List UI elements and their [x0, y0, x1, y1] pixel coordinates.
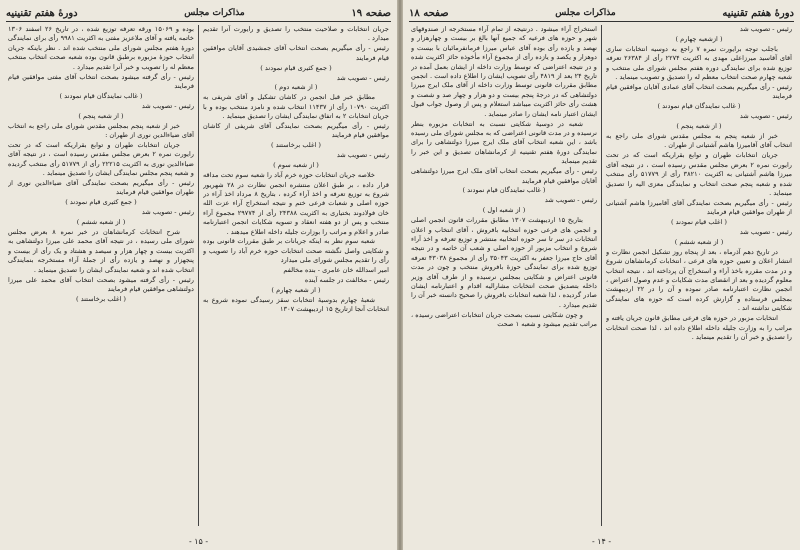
section-label: ( از شعبه ششم ): [76, 218, 126, 227]
paragraph: بتاریخ ۱۵ اردیبهشت ۱۳۰۷ مطابق مقررات قانون انجمن اصلی و انجمن های فرعی حوزه انتخابیه بافروش ، آقای انتخاب و اعلان انتخابات در سر تا سر حوزه انتخابیه منتشر و توزیع تعرفه و اخذ آراء شروع و انتخاب مزبور از حوزه اصلی و شعب آن خاتمه و در نتیجه آقای حاج میرزا جعفر به اکثریت ۳۵۰۴۳ رأی از مجموع ۴۳۰۳۸ تعرفه توزیع شده برای نمایندگی حوزهٔ بافروش منتخب و چون در مدت قانونی اعتراض و شکایتی بمجلس نرسیده و از طرف آقای وزیر داخله بتصدیق صحت انتخابات مشارالیه اقدام و اعتبارنامه ایشان صادر گردیده ، لذا شعبه انتخابات بافروش را صحیح دانسته خبر آن را تقدیم میدارد .: [411, 216, 597, 309]
paragraph: امیر اسدالله خان عامری - بنده مخالفم: [283, 266, 389, 275]
page-left: [0, 0, 397, 550]
text-column-left: [8, 25, 194, 530]
paragraph: شعبه در دوسیهٔ شکایتی نسبت به انتخابات مزبوره بنظر نرسیده و در مدت قانونی اعتراضی که به مجلس شورای ملی رسیده باشد ، این شعبه انتخاب آقای ملک ایرج میرزا دولتشاهی را برای نمایندگی دورهٔ هفتم تقنینیه از کرمانشاهان تصدیق و این خبر را تقدیم مینماید: [411, 119, 597, 166]
paragraph: جریان انتخابات طهران و توابع بقراریکه است که در تحت رایورت نمره ۲ بعرض مجلس مقدس رسیده است ، در نتیجه آقای میرزا هاشم آشتیانی به اکثریت ۳۸۲۱۰ رأی از ۵۱۷۷۹ رأی منتخب شده و شعبه پنجم صحت انتخاب و نمایندگی معزی الیه را تصدیق مینماید .: [606, 151, 792, 197]
paragraph: رئیس - تصویب شد: [141, 208, 194, 217]
paragraph: شعبه سوم نظر به اینکه جریانات بر طبق مقررات قانونی بوده و شکایتی واصل نگشته صحت انتخابات حوزه خرم آباد را تصویب و رأی را تقدیم مجلس شورای ملی میدارد: [203, 237, 389, 265]
paragraph: جریان انتخابات و صلاحیت منتخب را تصدیق و رایورت آنرا تقدیم میدارد .: [203, 25, 389, 43]
paragraph: خبر از شعبه پنجم به مجلس مقدس شورای ملی راجع به انتخاب آقای آقامیرزا هاشم آشتیانی از طهران .: [606, 131, 792, 150]
column-divider: [198, 25, 199, 526]
paragraph: رئیس - رأی میگیریم بصحت انتخاب آقای ملک ایرج میرزا دولتشاهی آقایان موافقین قیام فرمایند: [411, 167, 597, 185]
paragraph: رئیس - تصویب شد: [336, 73, 389, 82]
paragraph: رئیس - رأی میگیریم بصحت انتخاب آقای عمادی آقایان موافقین قیام فرمایند: [606, 82, 792, 101]
paragraph: بوده و ۱۵۰۶۹ ورقه تعرفه توزیع شده ، در تاریخ ۲۶ اسفند ۱۳۰۶ خاتمه یافته و آقای ملاعزیز مفتی به اکثریت ۹۹۸۱ رأی برای نمایندگی دورهٔ هفتم مجلس شورای ملی منتخب شده اند . نظر باینکه جریان انتخاب حوزهٔ مزبوره برطبق قانون بوده شعبه صحت انتخاب منتخب معظم له را تصویب و خبر آنرا تقدیم میدارد .: [8, 25, 194, 71]
paragraph: انتخابات مزبور در حوزه های فرعی مطابق قانون جریان یافته و مراتب را به وزارت جلیله داخله اطلاع داده اند ، لذا صحت انتخابات را تصدیق و خبر آن را تقدیم مینماید .: [606, 314, 792, 341]
section-label: ( ازشعبه چهارم ): [675, 34, 723, 43]
section-label: ( جمع کثیری قیام نمودند ): [260, 63, 332, 72]
section-label: ( از شعبه چهارم ): [271, 285, 321, 294]
paragraph: رئیس - تصویب شد: [739, 228, 792, 237]
paragraph: خبر از شعبه پنجم بمجلس مقدس شورای ملی راجع به انتخاب آقای ضیاءالدین نوری از طهران :: [8, 121, 194, 139]
header-session: دورهٔ هفتم تقنینیه: [6, 7, 78, 19]
section-label: ( از شعبه پنجم ): [78, 111, 124, 120]
paragraph: جریان انتخابات طهران و توابع بقراریکه است که در تحت رایورت نمره ۲ بعرض مجلس مقدس رسیده است ، در نتیجه آقای ضیاءالدین نوری به اکثریت ۲۲۲۱۵ رأی از ۵۱۷۷۹ رأی منتخب گردیده و شعبه پنجم مجلس نمایندگی ایشان را تصدیق مینماید .: [8, 140, 194, 178]
paragraph: استخراج آراء میشود . درنتیجه از تمام آراء مستخرجه از صندوقهای شهر و حوزه های فرعیه که جمیع آنها بالغ بر بیست و چهارهزار و نهصد و یازده رأی بوده آقای عباس میرزا فرمانفرمائیان با بیست و دوهزار و یکصد و یازده رأی از مجموع آراء مأخوذه حائز اکثریت شده و در نتیجه اعتراضی که توسط وزارت داخله از ایشان بعمل آمده در تاریخ ۲۴ بعد از ۴۸۱۹ رأی تصویب ایشان را اطلاع داده است . انجمن مطابق مقررات قانونی توسط وزارت داخله از آقای ملک ایرج میرزا دولتشاهی که در درجهٔ پنجم بیست و دو هزار و چهار صد و شصت و هشت رأی حائز اکثریت میباشد استعلام و پس از وصول جواب قبول ایشان اعتبار نامه ایشان را صادر مینماید .: [411, 25, 597, 118]
header-session: دورهٔ هفتم تقنینیه: [722, 7, 794, 19]
header-rule: [6, 21, 391, 22]
section-label: ( غالب نمایندگان قیام نمودند ): [462, 186, 546, 195]
header-title: مذاکرات مجلس: [555, 8, 616, 18]
header-page-label: صفحه ۱۸: [409, 7, 449, 19]
paragraph: رئیس - تصویب شد: [141, 101, 194, 110]
section-label: ( جمع کثیری قیام نمودند ): [65, 198, 137, 207]
page-right: [403, 0, 800, 550]
section-label: ( اغلب برخاستند ): [76, 294, 126, 303]
paragraph: رئیس - تصویب شد: [336, 151, 389, 160]
page-header: [6, 6, 391, 20]
paragraph: رئیس - مخالفت در جلسه آینده: [304, 276, 389, 285]
section-label: ( از شعبه دوم ): [274, 83, 318, 92]
paragraph: رئیس - رأی میگیریم بصحت انتخاب آقای جمشیدی آقایان موافقین قیام فرمایند: [203, 44, 389, 62]
paragraph: شرح انتخابات کرمانشاهان در خبر نمره ۸ بعرض مجلس شورای ملی رسیده ، در نتیجه آقای محمد علی میرزا دولتشاهی به اکثریت بیست و چهار هزار و سیصد و هشتاد و یک رأی از بیست و پنجهزار و نهصد و یازده رأی از جملهٔ آراء مستخرجه بنمایندگی انتخاب شده اند و شعبه نمایندگی ایشان را تصدیق مینماید .: [8, 228, 194, 274]
section-label: ( اغلب قیام نمودند ): [671, 218, 727, 227]
paragraph: در تاریخ دهم آذرماه ، بعد از پنجاه روز تشکیل انجمن نظارت و انتشار اعلان و تعیین حوزه های فرعی ، انتخابات کرمانشاهان شروع و در مدت مقرره باخذ آراء و استخراج آن پرداخته اند ، نتیجه انتخاب معلوم گردیده و بعد از انقضای مدت شکایات و عدم وصول اعتراض ، انجمن نظارت اعتبارنامه صادر نموده و آن را در ۲۲ اردیبهشت بمجلس فرستاده و گزارش کرده است که حوزه های نمایندگی شکایتی نداشته اند .: [606, 247, 792, 313]
page-number: - ۱۴ -: [591, 537, 612, 546]
paragraph: رئیس - رأی میگیریم بصحت نمایندگی آقای شریفی از کاشان موافقین قیام فرمایند: [203, 122, 389, 140]
section-label: ( از شعبه پنجم ): [676, 122, 722, 131]
text-column-right: [203, 25, 389, 530]
page-number: - ۱۵ -: [188, 537, 209, 546]
paragraph: مطابق خبر قبل انجمن در کاشان تشکیل و آقای شریفی به اکثریت ۱۰۷۹۰ رأی از ۱۱۴۳۷ انتخاب شده و نامزد منتخب بوده و با جریان انتخابات ۲ به اتفاق نمایندگی ایشان را تصدیق مینماید .: [203, 93, 389, 121]
text-column-left: [411, 25, 597, 530]
paragraph: رئیس - رأی میگیریم بصحت نمایندگی آقای آقامیرزا هاشم آشتیانی از طهران موافقین قیام فرمایند: [606, 198, 792, 217]
section-label: ( از شعبه سوم ): [273, 161, 319, 170]
section-label: ( از شعبه اول ): [482, 206, 526, 215]
paragraph: رئیس - رأی گرفته میشود بصحت انتخاب آقای محمد علی میرزا دولتشاهی موافقین قیام فرمایند: [8, 275, 194, 293]
column-divider: [601, 25, 602, 526]
section-label: ( اغلب برخاستند ): [271, 141, 321, 150]
paragraph: رئیس - تصویب شد: [739, 112, 792, 121]
section-label: ( غالب نمایندگان قیام نمودند ): [657, 102, 741, 111]
paragraph: باجلب توجه برایورت نمره ۷ راجع به دوسیه انتخابات ساری آقای آقاسید میرزاعلی مهدی به اکثریت ۲۲۷۴ رأی از ۲۶۳۸۴ تعرفه توزیع شده برای نمایندگی دوره هفتم مجلس شورای ملی منتخب و شعبه چهارم صحت انتخاب معظم له را تصدیق و تصویب مینماید .: [606, 44, 792, 82]
text-column-right: [606, 25, 792, 530]
section-label: ( غالب نمایندگان قیام نمودند ): [59, 91, 143, 100]
section-label: ( از شعبه ششم ): [674, 237, 724, 246]
paragraph: رئیس - رأی گرفته میشود بصحت انتخاب آقای مفتی موافقین قیام فرمایند: [8, 72, 194, 90]
paragraph: خلاصه جریان انتخابات حوزه خرم آباد را شعبه سوم تحت مداقه قرار داده ، بر طبق اعلان منتشره انجمن نظارت در ۲۸ شهریور شروع به توزیع تعرفه و اخذ آراء کرده ، بتاریخ ۸ مرداد اخذ آراء در حوزه اصلی و شعبات فرعی ختم و نتیجه استخراج آراء عزت الله خان فولادوند بختیاری به اکثریت ۲۴۳۸۸ رأی از ۲۹۷۷۴ مجموع آراء منتخب و پس از دو هفته انعقاد و تسویه شکایات انجمن اعتبارنامه صادر و اعلام و مراتب را بوزارت جلیله داخله اطلاع میدهند .: [203, 171, 389, 236]
header-page-label: صفحه ۱۹: [351, 7, 391, 19]
paragraph: رئیس - تصویب شد: [544, 196, 597, 205]
header-rule: [409, 21, 794, 22]
header-title: مذاکرات مجلس: [184, 8, 245, 18]
paragraph: رئیس - تصویب شد: [739, 25, 792, 33]
paragraph: و چون شکایتی نسبت بصحت جریان انتخابات اعتراضی رسیده ، مراتب تقدیم میشود و شعبه ۱ صحت: [411, 310, 597, 329]
paragraph: رئیس - رأی میگیریم بصحت نمایندگی آقای ضیاءالدین نوری از طهران موافقین قیام فرمایند: [8, 179, 194, 197]
page-header: [409, 6, 794, 20]
paragraph: شعبهٔ چهارم بدوسیهٔ انتخابات سقز رسیدگی نموده شروع به انتخابات آنجا ازتاریخ ۱۵ اردیبهشت ۱۳۰۷: [203, 295, 389, 314]
